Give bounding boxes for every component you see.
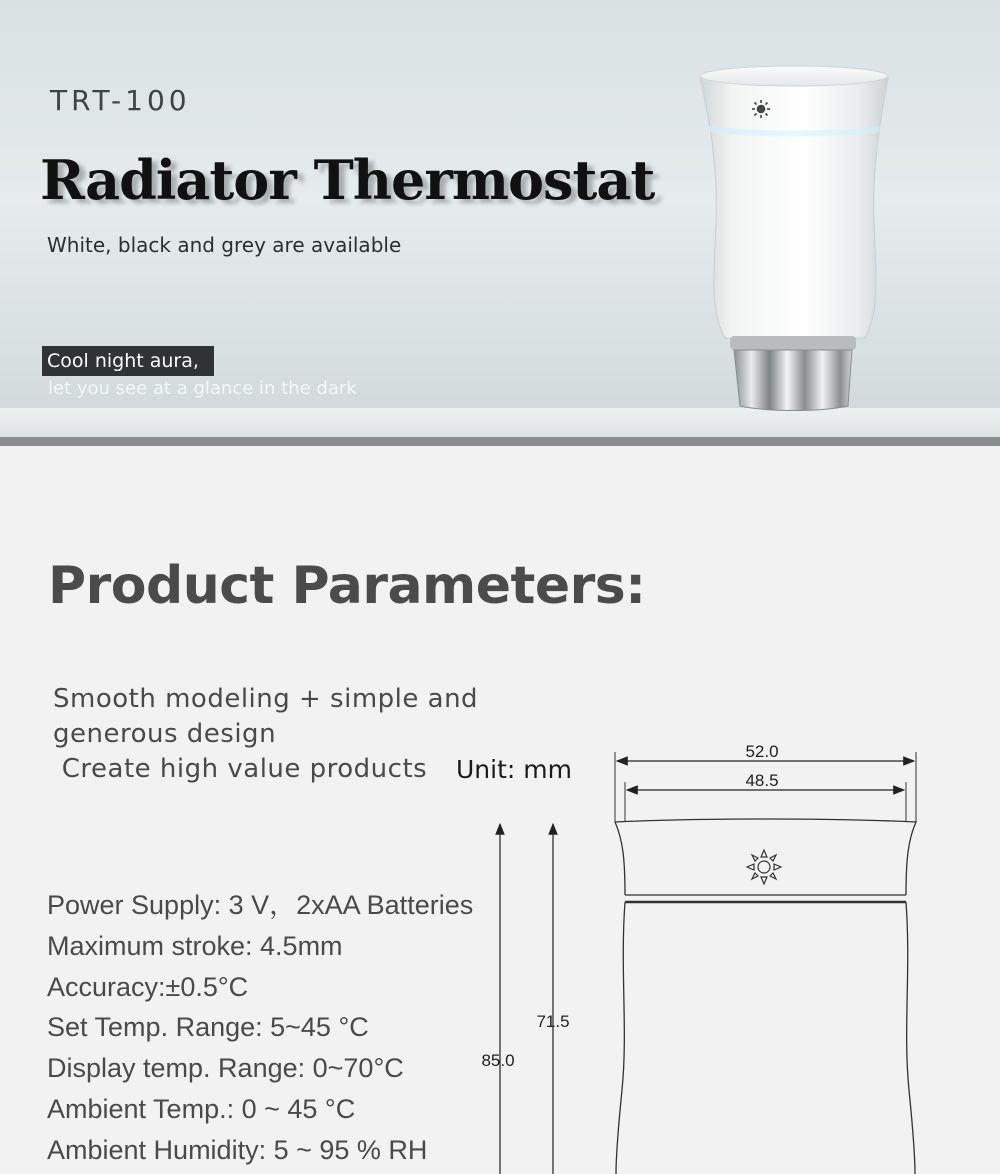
model-number: TRT-100 xyxy=(50,84,191,117)
dimension-height-outer: 85.0 xyxy=(481,1051,515,1070)
hero-title: Radiator Thermostat xyxy=(40,148,655,212)
unit-label: Unit: mm xyxy=(456,755,572,784)
sun-icon xyxy=(752,100,770,118)
slogan-line: Smooth modeling + simple and xyxy=(53,684,479,714)
spec-power-supply: Power Supply: 3 V，2xAA Batteries xyxy=(47,890,474,920)
thermostat-product-image xyxy=(690,60,900,420)
spec-display-temp-range: Display temp. Range: 0~70°C xyxy=(47,1053,404,1084)
spec-ambient-humidity: Ambient Humidity: 5 ~ 95 % RH xyxy=(47,1134,428,1165)
aura-tag: Cool night aura, xyxy=(42,346,214,376)
spec-set-temp-range: Set Temp. Range: 5~45 °C xyxy=(47,1012,369,1043)
dimension-drawing xyxy=(470,730,930,1174)
hero-subtitle: White, black and grey are available xyxy=(47,233,402,257)
section-heading: Product Parameters: xyxy=(48,556,646,616)
spec-ambient-temp: Ambient Temp.: 0 ~ 45 °C xyxy=(47,1093,356,1124)
spec-max-stroke: Maximum stroke: 4.5mm xyxy=(47,930,343,961)
aura-description: let you see at a glance in the dark xyxy=(48,378,357,399)
slogan-line: generous design xyxy=(53,719,277,749)
slogan xyxy=(53,682,478,787)
hero-banner xyxy=(0,0,1000,446)
dimension-width-inner: 48.5 xyxy=(745,771,779,790)
spec-list xyxy=(47,885,473,1171)
hero-divider xyxy=(0,437,1000,446)
sun-icon xyxy=(747,850,781,884)
slogan-line: Create high value products xyxy=(53,754,428,784)
dimension-width-outer: 52.0 xyxy=(745,742,779,761)
dimension-height-inner: 71.5 xyxy=(536,1012,570,1031)
spec-accuracy: Accuracy:±0.5°C xyxy=(47,971,249,1002)
